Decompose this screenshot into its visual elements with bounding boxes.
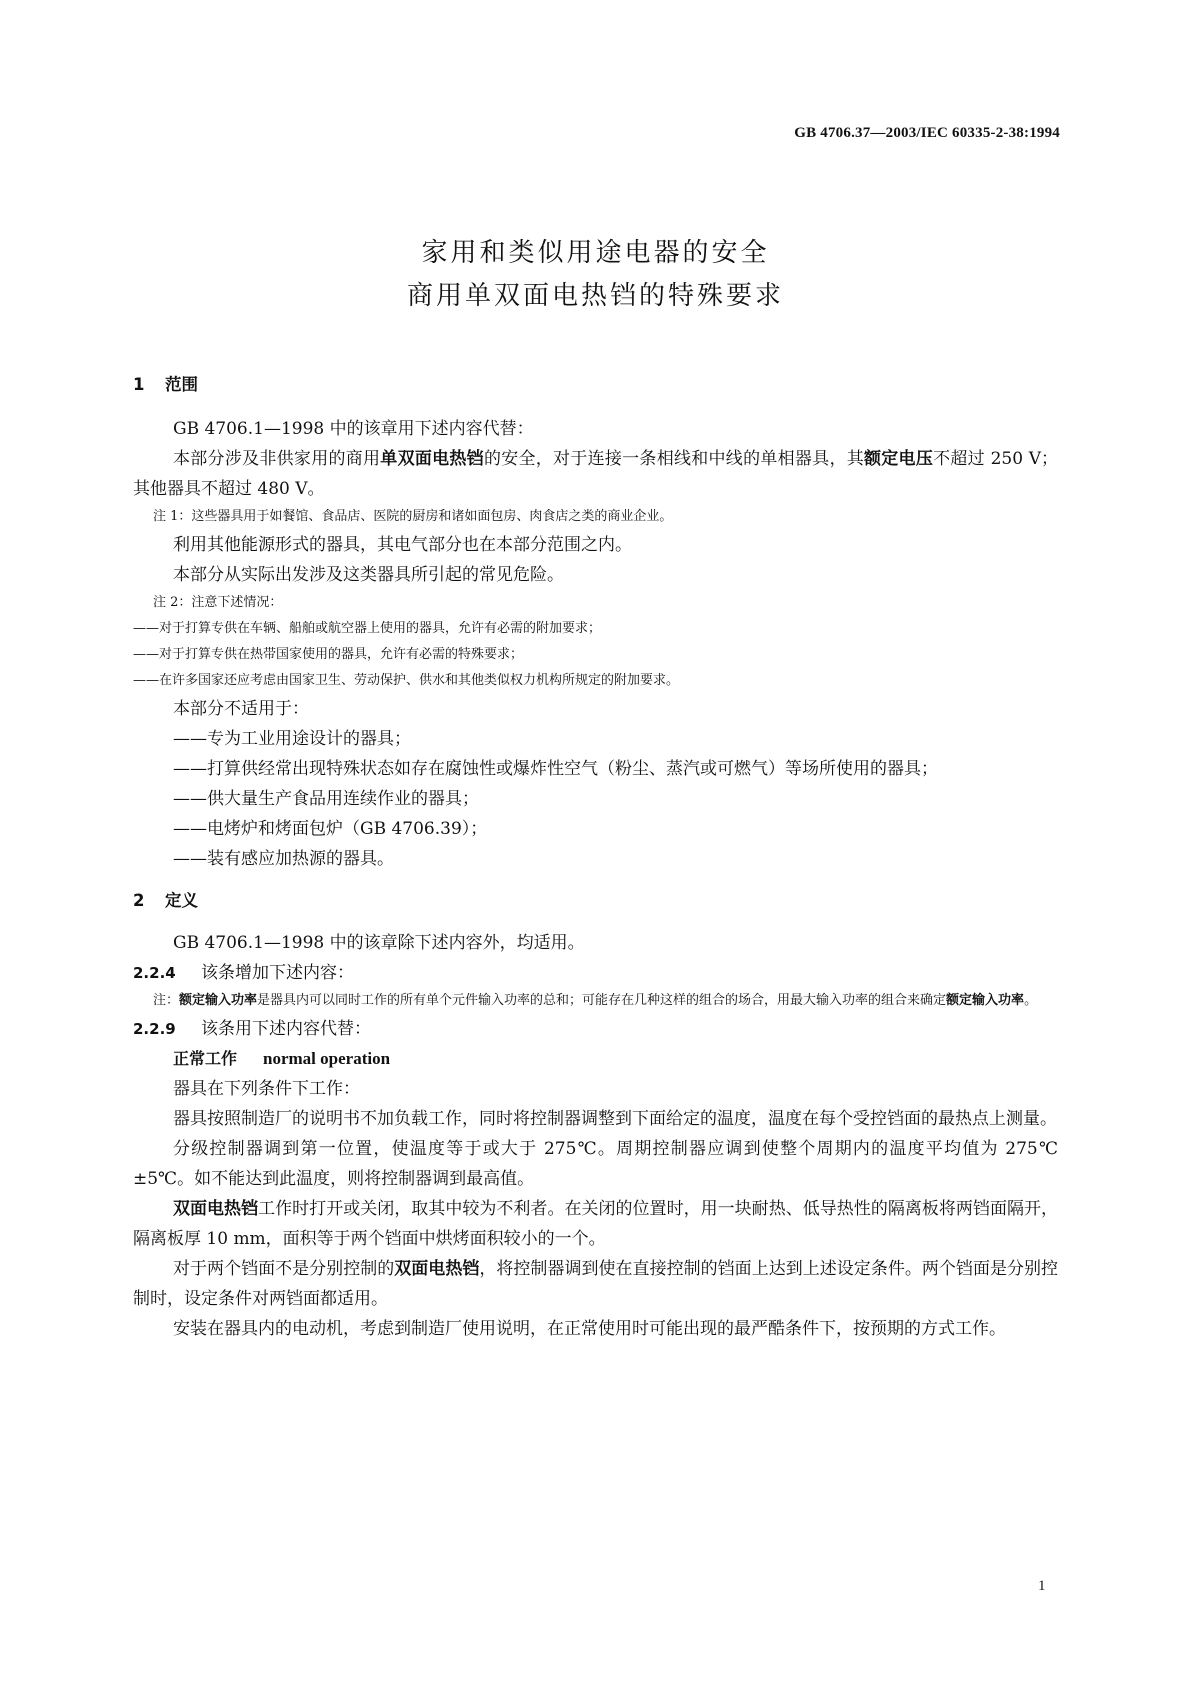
term-emphasis: 单双面电热铛 [380, 449, 484, 469]
text-run: 注： [153, 993, 180, 1008]
note: 注 1：这些器具用于如餐馆、食品店、医院的厨房和诸如面包房、肉食店之类的商业企业。 [153, 509, 673, 524]
paragraph [133, 444, 1058, 504]
clause-number: 2.2.9 [133, 1020, 176, 1038]
text-run: ，将控制器调到使在直接控制的铛面上达到上述设定条件。两个铛面是分别控制时，设定条件对两铛面都适用。 [133, 1259, 1059, 1309]
term-emphasis: 双面电热铛 [173, 1199, 259, 1219]
clause-text: 该条增加下述内容： [201, 963, 354, 983]
text-run: 是器具内可以同时工作的所有单个元件输入功率的总和；可能存在几种这样的组合的场合，用最大输入功率的组合来确定 [257, 993, 947, 1008]
section-2-heading [133, 886, 1058, 916]
note [133, 988, 1058, 1014]
section-1-heading [133, 370, 1058, 400]
paragraph [133, 1254, 1058, 1314]
list-item: ——电烤炉和烤面包炉（GB 4706.39）； [173, 819, 488, 839]
list-item: ——供大量生产食品用连续作业的器具； [173, 789, 479, 809]
paragraph: 本部分不适用于： [173, 699, 309, 719]
text-run: 本部分涉及非供家用的商用 [173, 449, 381, 469]
title-line-1: 家用和类似用途电器的安全 [421, 238, 770, 268]
text-run: 对于两个铛面不是分别控制的 [173, 1259, 395, 1279]
document-body [133, 370, 1058, 1344]
section-number: 1 [133, 375, 145, 394]
term-definition-title [133, 1044, 1058, 1074]
term-emphasis: 额定输入功率 [946, 993, 1025, 1008]
paragraph: 安装在器具内的电动机，考虑到制造厂使用说明，在正常使用时可能出现的最严酷条件下，按预期的方式工作。 [173, 1319, 1006, 1339]
section-number: 2 [133, 891, 145, 910]
page-number: 1 [1038, 1578, 1046, 1594]
text-run: 的安全，对于连接一条相线和中线的单相器具，其 [483, 449, 864, 469]
paragraph [133, 1194, 1058, 1254]
term-emphasis: 额定输入功率 [179, 993, 258, 1008]
clause-2-2-4 [133, 958, 1058, 988]
list-item: ——打算供经常出现特殊状态如存在腐蚀性或爆炸性空气（粉尘、蒸汽或可燃气）等场所使用的器具； [173, 759, 938, 779]
paragraph: 器具按照制造厂的说明书不加负载工作，同时将控制器调整到下面给定的温度，温度在每个受控铛面的最热点上测量。 [173, 1109, 1057, 1129]
paragraph: 本部分从实际出发涉及这类器具所引起的常见危险。 [173, 565, 564, 585]
standard-number: GB 4706.37—2003/IEC 60335-2-38:1994 [794, 125, 1060, 141]
text-run: 。 [1024, 993, 1038, 1008]
section-title: 定义 [165, 891, 198, 910]
note-list-item: ——对于打算专供在热带国家使用的器具，允许有必需的特殊要求； [133, 647, 524, 662]
text-run: 工作时打开或关闭，取其中较为不利者。在关闭的位置时，用一块耐热、低导热性的隔离板将两铛面隔开，隔离板厚 10 mm，面积等于两个铛面中烘烤面积较小的一个。 [133, 1199, 1059, 1249]
clause-text: 该条用下述内容代替： [201, 1019, 371, 1039]
clause-2-2-9 [133, 1014, 1058, 1044]
term-zh: 正常工作 [173, 1049, 238, 1068]
term-en: normal operation [263, 1049, 391, 1068]
list-item: ——装有感应加热源的器具。 [173, 849, 394, 869]
list-item: ——专为工业用途设计的器具； [173, 729, 411, 749]
paragraph: 分级控制器调到第一位置，使温度等于或大于 275℃。周期控制器应调到使整个周期内的温度平均值为 275℃±5℃。如不能达到此温度，则将控制器调到最高值。 [133, 1139, 1058, 1189]
term-emphasis: 额定电压 [864, 449, 934, 469]
title-line-2: 商用单双面电热铛的特殊要求 [406, 281, 784, 311]
paragraph: 利用其他能源形式的器具，其电气部分也在本部分范围之内。 [173, 535, 632, 555]
paragraph: 器具在下列条件下工作： [173, 1079, 360, 1099]
paragraph: GB 4706.1—1998 中的该章用下述内容代替： [173, 419, 534, 439]
note-list-item: ——对于打算专供在车辆、船舶或航空器上使用的器具，允许有必需的附加要求； [133, 621, 602, 636]
clause-number: 2.2.4 [133, 964, 176, 982]
term-emphasis: 双面电热铛 [394, 1259, 480, 1279]
section-title: 范围 [165, 375, 198, 394]
note: 注 2：注意下述情况： [153, 595, 283, 610]
paragraph: GB 4706.1—1998 中的该章除下述内容外，均适用。 [173, 933, 585, 953]
note-list-item: ——在许多国家还应考虑由国家卫生、劳动保护、供水和其他类似权力机构所规定的附加要求。 [133, 673, 680, 688]
text-run: 不超过 250 V；其他器具不超过 480 V。 [133, 449, 1059, 499]
